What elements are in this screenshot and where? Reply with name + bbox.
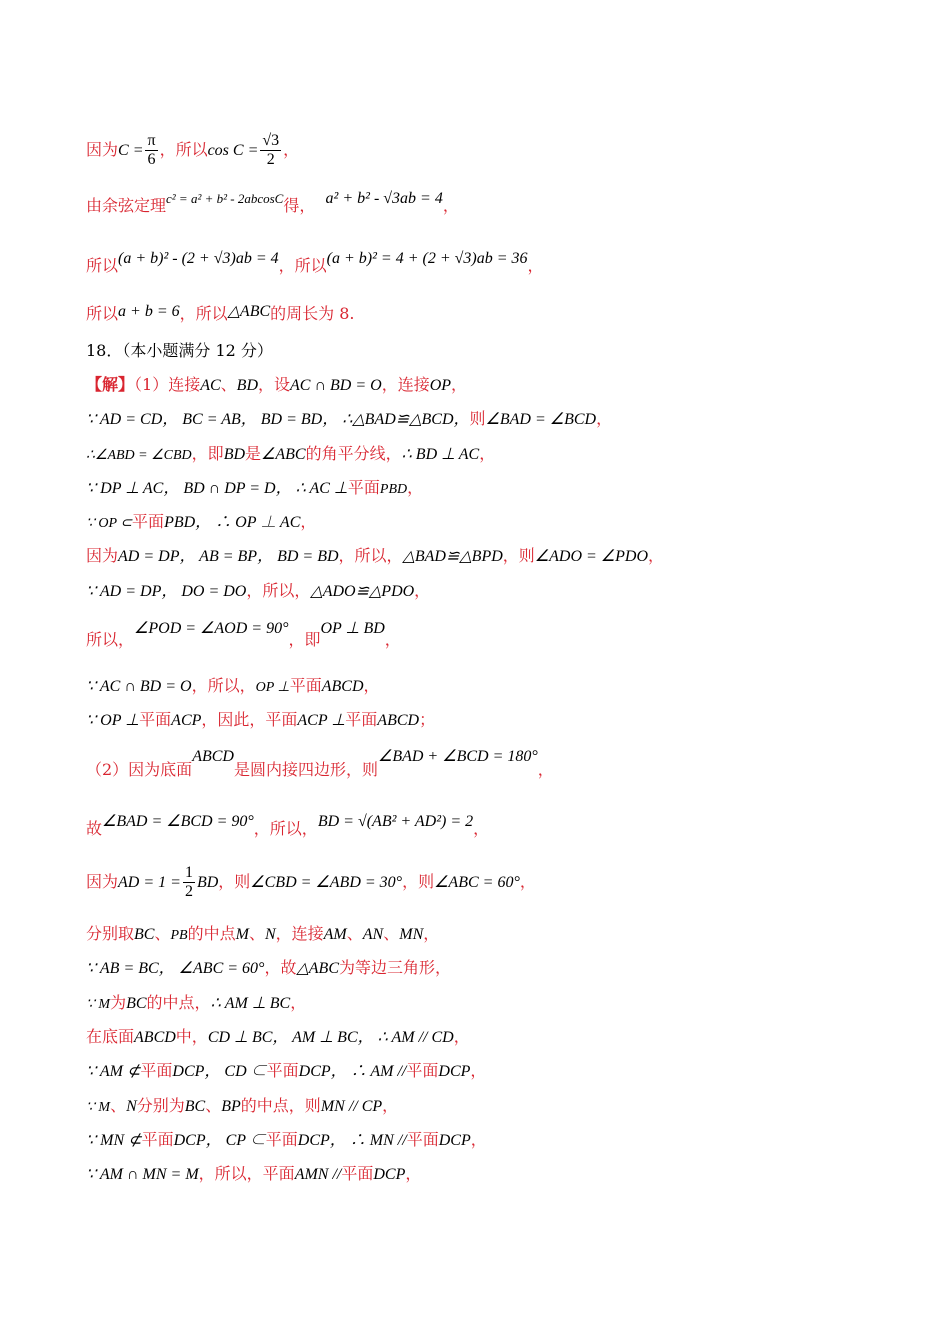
math: ∵ OP ⊥ <box>86 712 140 729</box>
line-20 <box>86 958 451 979</box>
math: PBD <box>379 482 408 497</box>
math: BD <box>236 377 258 394</box>
text: 平面 <box>132 512 165 531</box>
math: DCP <box>373 1166 406 1183</box>
math: ∵ AD = DP， DO = DO <box>86 583 247 600</box>
math: c² = a² + b² - 2abcosC <box>166 191 284 206</box>
text: ， <box>407 478 424 497</box>
math: ∠ADO = ∠PDO <box>534 548 649 565</box>
text: 平面 <box>347 478 380 497</box>
text: 因为 <box>86 872 119 891</box>
text: 中， <box>175 1027 208 1046</box>
math: ABCD <box>321 678 364 695</box>
text: ，因此，平面 <box>201 710 298 729</box>
math: DCP <box>438 1132 471 1149</box>
line-19 <box>86 924 439 946</box>
math: AMN // <box>294 1166 342 1183</box>
text: ，所以，平面 <box>198 1164 295 1183</box>
math: DCP， CP ⊂ <box>173 1132 266 1149</box>
math: AM <box>323 926 347 943</box>
math: ∵ M <box>86 1100 111 1115</box>
line-21 <box>86 993 306 1015</box>
math: ∠BAD = ∠BCD = 90° <box>102 813 254 830</box>
line-17 <box>86 813 490 840</box>
text: 为 <box>110 993 127 1012</box>
math: △BAD≌△BPD <box>402 548 503 565</box>
math: N <box>126 1098 137 1115</box>
text: ， <box>470 1061 487 1080</box>
line-13 <box>86 620 401 651</box>
text: 、 <box>110 1096 127 1115</box>
text: 是 <box>245 444 262 463</box>
text: ， <box>363 676 380 695</box>
math: OP ⊥ <box>255 680 290 695</box>
text: 在底面 <box>86 1027 135 1046</box>
math: △ABC <box>296 960 339 977</box>
text: ，所以， <box>246 581 311 600</box>
text: ，所以， <box>191 676 256 695</box>
text: 得， <box>283 196 316 215</box>
math: ∵ MN ⊄ <box>86 1132 142 1149</box>
text: ， <box>414 581 431 600</box>
math: ∠ABC <box>261 446 306 463</box>
text: 所以 <box>86 256 119 275</box>
math: ∵ AB = BC， ∠ABC = 60° <box>86 960 265 977</box>
text: ，连接 <box>381 375 430 394</box>
text: ， <box>300 512 317 531</box>
line-25 <box>86 1130 487 1151</box>
math: AC <box>200 377 221 394</box>
text: ，即 <box>288 630 321 649</box>
text: ， <box>470 1130 487 1149</box>
denominator: 2 <box>266 151 275 168</box>
math: DCP， ∴ AM // <box>298 1063 407 1080</box>
text: ， <box>442 196 459 215</box>
math: ∠CBD = ∠ABD = 30° <box>250 874 403 891</box>
text: ； <box>419 710 436 729</box>
text: 所以， <box>86 630 135 649</box>
math: M <box>235 926 249 943</box>
math: (a + b)² = 4 + (2 + √3)ab = 36 <box>326 250 528 267</box>
text: ， <box>473 819 490 838</box>
math: BC <box>184 1098 206 1115</box>
text: 的角平分线， <box>305 444 402 463</box>
text: 平面 <box>289 676 322 695</box>
text: 为等边三角形， <box>339 958 452 977</box>
line-26 <box>86 1164 421 1185</box>
text: 、 <box>154 924 171 943</box>
math: △ADO≌△PDO <box>310 583 415 600</box>
math: ABCD <box>377 712 420 729</box>
line-18 <box>86 862 536 903</box>
line-12 <box>86 581 430 602</box>
text: 的周长为 8. <box>270 304 355 323</box>
text: ，即 <box>191 444 224 463</box>
text: 平面 <box>406 1061 439 1080</box>
text: ，则 <box>218 872 251 891</box>
text: ， <box>382 1096 399 1115</box>
text: 故 <box>86 819 103 838</box>
math: AD = 1 = <box>118 874 181 891</box>
text: ，连接 <box>275 924 324 943</box>
math: ∵ AM ⊄ <box>86 1063 141 1080</box>
math: OP ⊥ BD <box>320 620 385 637</box>
math: DCP， ∴ MN // <box>297 1132 407 1149</box>
math: DCP <box>438 1063 471 1080</box>
text: 平面 <box>345 710 378 729</box>
text: 因为 <box>86 546 119 565</box>
text: ， <box>648 546 665 565</box>
math: BC <box>134 926 155 943</box>
text: ， <box>290 993 307 1012</box>
fraction-sqrt3-over-2 <box>260 132 281 169</box>
text: ，所以 <box>179 304 228 323</box>
text: ， <box>537 760 554 779</box>
text: ， <box>453 1027 470 1046</box>
math: ABCD <box>192 748 234 765</box>
text: ，所以 <box>278 256 327 275</box>
text: ， <box>596 409 613 428</box>
math: N <box>264 926 276 943</box>
text: ，故 <box>264 958 297 977</box>
text: 是圆内接四边形，则 <box>233 760 378 779</box>
text: 平面 <box>141 1130 174 1149</box>
line-2 <box>86 190 459 217</box>
line-10 <box>86 512 316 534</box>
text: ， <box>527 256 544 275</box>
text: 平面 <box>265 1130 298 1149</box>
line-23 <box>86 1061 486 1082</box>
line-3 <box>86 250 544 277</box>
math: BD = √(AB² + AD²) = 2 <box>317 813 474 830</box>
math: BP <box>221 1098 241 1115</box>
text: 分别为 <box>136 1096 185 1115</box>
line-11 <box>86 546 664 567</box>
math: ACP <box>171 712 202 729</box>
text: （2）因为底面 <box>86 760 193 779</box>
text: 则 <box>469 409 486 428</box>
numerator: √3 <box>262 132 280 149</box>
text: ， <box>283 140 300 159</box>
math: DCP， CD ⊂ <box>172 1063 267 1080</box>
math: PBD， ∴ OP ⊥ AC <box>164 514 301 531</box>
text: 平面 <box>341 1164 374 1183</box>
line-24 <box>86 1096 398 1118</box>
text: ，则 <box>402 872 435 891</box>
math: BC <box>126 995 147 1012</box>
math: CD ⊥ BC， AM ⊥ BC， ∴ AM // CD <box>207 1029 454 1046</box>
math: ∠ABC = 60° <box>434 874 520 891</box>
math: ABCD <box>134 1029 176 1046</box>
line-22 <box>86 1027 470 1048</box>
numerator: π <box>147 132 156 149</box>
math: a + b = 6 <box>118 303 180 320</box>
math: ∴ AM ⊥ BC <box>210 995 291 1012</box>
text: ，则 <box>502 546 535 565</box>
text: 因为 <box>86 140 119 159</box>
math: ∵ OP ⊂ <box>86 516 133 531</box>
math: ∵ AM ∩ MN = M <box>86 1166 199 1183</box>
math: AN <box>362 926 384 943</box>
line-9 <box>86 478 423 500</box>
text: ，设 <box>258 375 291 394</box>
math: PB <box>170 928 188 943</box>
text: 、 <box>383 924 400 943</box>
denominator: 2 <box>184 883 193 900</box>
text: ， <box>405 1164 422 1183</box>
fraction-one-half <box>183 864 195 901</box>
text: 平面 <box>139 710 172 729</box>
math: C = <box>118 142 144 159</box>
text: 由余弦定理 <box>86 196 167 215</box>
math: AD = DP， AB = BP， BD = BD <box>118 548 339 565</box>
math: (a + b)² - (2 + √3)ab = 4 <box>118 250 279 267</box>
math: △ABC <box>227 303 271 320</box>
text: 18．（本小题满分 12 分） <box>86 341 273 360</box>
line-15 <box>86 710 435 731</box>
math: cos C = <box>207 142 259 159</box>
text: 平面 <box>140 1061 173 1080</box>
math: OP <box>429 377 452 394</box>
math: ∵ DP ⊥ AC， BD ∩ DP = D， ∴ AC ⊥ <box>86 480 348 497</box>
denominator: 6 <box>147 151 156 168</box>
solution-tag: 【解】 <box>86 375 135 394</box>
text: 的中点 <box>187 924 236 943</box>
line-1 <box>86 132 299 169</box>
math: ∠POD = ∠AOD = 90° <box>134 620 289 637</box>
text: 、 <box>346 924 363 943</box>
text: 、 <box>220 375 237 394</box>
text: ， <box>451 375 468 394</box>
math: MN // CP <box>320 1098 383 1115</box>
math: ∴ BD ⊥ AC <box>401 446 480 463</box>
text: 、 <box>248 924 265 943</box>
text: ， <box>384 630 401 649</box>
text: 的中点， <box>146 993 211 1012</box>
line-4 <box>86 304 355 325</box>
text: ， <box>479 444 496 463</box>
text: 所以 <box>86 304 119 323</box>
question-18-header <box>86 341 273 361</box>
math: MN <box>399 926 424 943</box>
math: AC ∩ BD = O <box>290 377 382 394</box>
text: ，所以 <box>159 140 208 159</box>
text: 分别取 <box>86 924 135 943</box>
line-8 <box>86 444 495 466</box>
math: ∵ AD = CD， BC = AB， BD = BD， ∴△BAD≌△BCD， <box>86 411 470 428</box>
numerator: 1 <box>184 864 193 881</box>
text: ，所以， <box>338 546 403 565</box>
text: ，所以， <box>253 819 318 838</box>
line-14 <box>86 676 380 698</box>
math: BD <box>223 446 246 463</box>
text: 的中点，则 <box>240 1096 321 1115</box>
text: ， <box>423 924 440 943</box>
line-16 <box>86 748 554 781</box>
math: ∠BAD + ∠BCD = 180° <box>377 748 538 765</box>
text: 、 <box>205 1096 222 1115</box>
math: ∠BAD = ∠BCD <box>485 411 597 428</box>
fraction-pi-over-6 <box>145 132 157 169</box>
line-6 <box>86 375 467 396</box>
math: ∵ M <box>86 997 111 1012</box>
text: 平面 <box>406 1130 439 1149</box>
math: ACP ⊥ <box>297 712 346 729</box>
line-7 <box>86 409 612 430</box>
text: 平面 <box>266 1061 299 1080</box>
math: ∴∠ABD = ∠CBD <box>86 448 192 463</box>
text: （1）连接 <box>134 375 201 394</box>
text: ， <box>519 872 536 891</box>
math: a² + b² - √3ab = 4 <box>325 190 443 207</box>
math: ∵ AC ∩ BD = O <box>86 678 192 695</box>
math: BD <box>196 874 219 891</box>
